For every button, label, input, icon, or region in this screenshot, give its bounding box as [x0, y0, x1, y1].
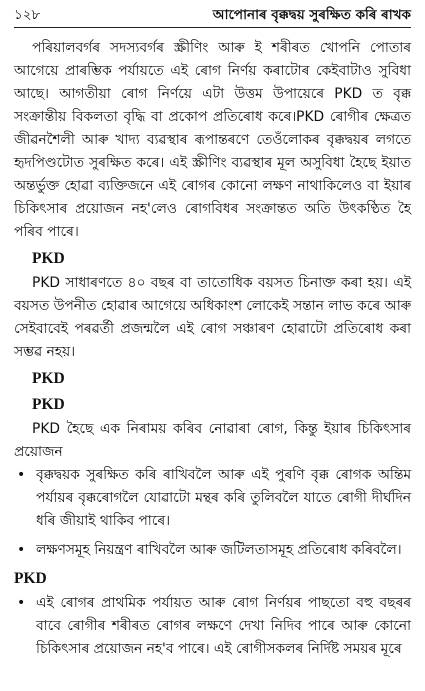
bullet-icon: •: [17, 595, 26, 611]
section-heading-pkd-1: PKD: [32, 250, 65, 267]
bullet-icon: •: [17, 542, 26, 558]
bullet-list-early-stage: [14, 592, 411, 661]
list-item: [14, 464, 411, 533]
list-item: [14, 539, 411, 562]
list-item-text: বৃক্কদ্বয়ক সুৰক্ষিত কৰি ৰাখিবলৈ আৰু এই পুৰণি বৃক্ক ৰোগক অন্তিম পৰ্যায়ৰ বৃক্কৰোগলৈ যোৱাটো মন্থৰ কৰি তুলিবলৈ যাতে ৰোগী দীৰ্ঘদিন ধৰি জীয়াই থাকিব পাৰে।: [36, 467, 411, 529]
list-item-text: লক্ষণসমূহ নিয়ন্ত্ৰণ ৰাখিবলৈ আৰু জটিলতাসমূহ প্ৰতিৰোধ কৰিবলৈ।: [36, 542, 402, 558]
paragraph-incurable: PKD হৈছে এক নিৰাময় কৰিব নোৱাৰা ৰোগ, কিন্তু ইয়াৰ চিকিৎসাৰ প্ৰয়োজন: [14, 421, 411, 460]
paragraph-age: PKD সাধাৰণতে ৪০ বছৰ বা তাতোধিক বয়সত চিনাক্ত কৰা হয়। এই বয়সত উপনীত হোৱাৰ আগেয়ে অধিকাংশ লোকেই সন্তান লাভ কৰে আৰু সেইবাবেই পৰৱৰ্তী প্ৰজন্মলৈ এই ৰোগ সঞ্চাৰণ হোৱাটো প্ৰতিৰোধ কৰা সম্ভৱ নহয়।: [14, 275, 411, 360]
list-item: [14, 592, 411, 661]
bullet-icon: •: [17, 467, 26, 483]
running-title: আপোনাৰ বৃক্কদ্বয় সুৰক্ষিত কৰি ৰাখক: [212, 7, 411, 23]
section-heading-pkd-2: PKD: [32, 370, 65, 387]
page-number: ১২৮: [14, 7, 41, 23]
section-heading-pkd-4: PKD: [14, 570, 47, 587]
list-item-text: এই ৰোগৰ প্ৰাথমিক পৰ্যায়ত আৰু ৰোগ নিৰ্ণয়ৰ পাছতো বহু বছৰৰ বাবে ৰোগীৰ শৰীৰত ৰোগৰ লক্ষণে দেখা নিদিব পাৰে আৰু কোনো চিকিৎসাৰ প্ৰয়োজন নহ'ব পাৰে। এই ৰোগীসকলৰ নিৰ্দিষ্ট সময়ৰ মূৰে: [36, 595, 411, 657]
section-heading-pkd-3: PKD: [32, 396, 65, 413]
bullet-list-treatment-goals: [14, 464, 411, 562]
running-header: [14, 6, 411, 28]
paragraph-screening: পৰিয়ালবৰ্গৰ সদস্যবৰ্গৰ স্ক্ৰীণিং আৰু ই শৰীৰত খোপনি পোতাৰ আগেয়ে প্ৰাৰম্ভিক পৰ্যায়তে এই ৰোগ নিৰ্ণয় কৰাটোৰ কেইবাটাও সুবিধা আছে। আগতীয়া ৰোগ নিৰ্ণয়ে এটা উত্তম উপায়েৰে PKD ত বৃক্ক সংক্ৰান্তীয় বিকলতা বৃদ্ধি বা প্ৰকোপ প্ৰতিৰোধ কৰে।PKD ৰোগীৰ ক্ষেত্ৰত জীৱনশৈলী আৰু খাদ্য ব্যৱস্থাৰ ৰূপান্তৰণে তেওঁলোকৰ বৃক্কদ্বয়ৰ লগতে হৃদপিণ্ডটোত সুৰক্ষিত কৰে। এই স্ক্ৰীণিং ব্যৱস্থাৰ মূল অসুবিধা হৈছে ইয়াত অন্তৰ্ভুক্ত হোৱা ব্যক্তিজনে এই ৰোগৰ কোনো লক্ষণ নাথাকিলেও বা ইয়াৰ চিকিৎসাৰ প্ৰয়োজন নহ'লেও ৰোগবিধৰ সংক্ৰান্তত অতি উৎকণ্ঠিত হৈ পৰিব পাৰে।: [14, 40, 411, 240]
